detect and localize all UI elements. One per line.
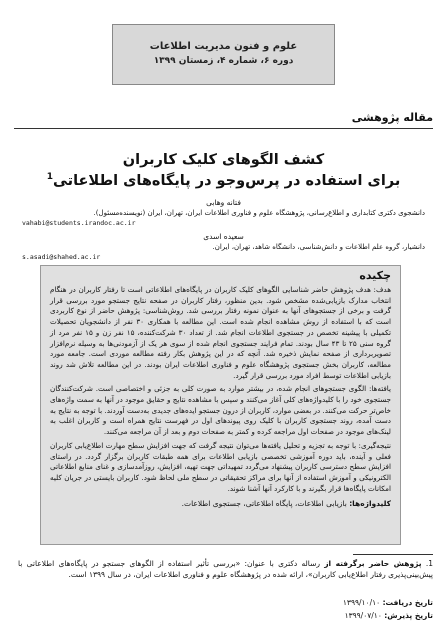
author-1 — [22, 198, 425, 228]
author-name: سعیده اسدی — [203, 232, 244, 241]
journal-header-box — [112, 24, 335, 85]
dates-block — [40, 596, 433, 622]
abstract-heading: چکیده — [359, 269, 391, 282]
accepted-label: تاریخ پذیرش: — [384, 611, 433, 620]
keywords-text: بازیابی اطلاعات، پایگاه اطلاعاتی، جستجوی اطلاعات. — [181, 499, 347, 509]
abstract-paragraph: یافته‌ها: الگوی جستجوهای انجام شده، در بیشتر موارد به صورت کلی به جزئی و اختصاصی است. شرکت‌کنندگان جستجوی خود را با کلیدواژه‌های کلی آغاز می‌کنند و سپس با مشاهده نتایج و حقایق موجود در آنها به سمت واژه‌های خاص‌تر حرکت می‌کنند. در بعضی موارد، کاربران از درون جستجو ایده‌های جدیدی به‌دست آوردند. با توجه به نتایج به دست آمده، روند جستجوی کاربران با کلیک روی پیوندهای اول در فهرست نتایج همراه است و کاربران اغلب به لینک‌های موجود در صفحات اول مراجعه کرده و کمتر به صفحات دوم و بعد از آن مراجعه می‌کنند. — [50, 384, 391, 437]
footnote-mark: 1 — [428, 559, 433, 568]
author-name: فتانه وهابی — [206, 198, 241, 207]
paper-title-line2 — [20, 172, 427, 189]
paper-title-line1: کشف الگوهای کلیک کاربران — [122, 152, 325, 168]
abstract-paragraph: هدف: هدف پژوهش حاضر شناسایی الگوهای کلیک کاربران در پایگاه‌های اطلاعاتی است تا رفتار کاربران در هنگام انتخاب مدارک بازیابی‌شده مشخص شود. بدین منظور، رفتار کاربران در صفحه نتایج جستجو مورد بررسی قرار گرفت و برخی از جستجوهای آنها به عنوان نمونه رفتار بررسی شد. روش‌شناسی: پژوهش حاضر از نوع کاربردی است که با استفاده از روش مشاهده انجام شده است. این مطالعه با همکاری ۳۰ نفر از دانشجویان تحصیلات تکمیلی با پیشینه تخصص در جستجوی اطلاعات انجام شد. از تعداد ۳۰ شرکت‌کننده، ۱۵ نفر زن و ۱۵ نفر مرد از گروه سنی ۲۵ تا ۴۳ سال بودند. تمام فرایند جستجوی انجام شده از سوی هر یک از آزمودنی‌ها به وسیله نرم‌افزار تصویربرداری از صفحه نمایش ذخیره شد. آنچه که در این پژوهش بکار رفته مطالعه موردی است. جامعه مورد مطالعه، کاربران بخش جستجوی پژوهشگاه علوم و فناوری اطلاعات ایران بودند. در این مطالعه تلاش شد روند بازیابی اطلاعات توسط افراد مورد بررسی قرار گیرد. — [50, 285, 392, 380]
received-label: تاریخ دریافت: — [382, 598, 433, 607]
accepted-value: ۱۳۹۹/۰۷/۱۰ — [344, 611, 382, 620]
footnote-text: رساله دکتری با عنوان: «بررسی تأثیر استفاده از الگوهای جستجو در پایگاه‌های اطلاعاتی با پیش‌بینی‌پذیری رفتار اطلاع‌یابی کاربران»، ارائه شده در پژوهشگاه علوم و فناوری اطلاعات ایران، در سال ۱۳۹۹ است. — [18, 559, 433, 579]
author-email: s.asadi@shahed.ac.ir — [22, 253, 101, 261]
author-affiliation: دانشجوی دکتری کتابداری و اطلاع‌رسانی، پژوهشگاه علوم و فناوری اطلاعات ایران، تهران، ایران (نویسنده‌مسئول). — [93, 209, 425, 217]
footnote-lead: پژوهش حاضر برگرفته از — [324, 559, 422, 568]
keywords-label: کلیدواژه‌ها: — [349, 499, 391, 509]
received-date — [40, 596, 433, 609]
accepted-date — [40, 609, 433, 622]
journal-name: علوم و فنون مدیریت اطلاعات — [149, 41, 298, 52]
section-label: مقاله پژوهشی — [351, 111, 433, 124]
section-divider — [14, 128, 433, 129]
author-affiliation: دانشیار، گروه علم اطلاعات و دانش‌شناسی، دانشگاه شاهد، تهران، ایران. — [212, 243, 425, 251]
keywords-line — [50, 498, 391, 509]
abstract-box — [40, 265, 401, 545]
journal-issue: دوره ۶، شماره ۴، زمستان ۱۳۹۹ — [153, 56, 294, 66]
paper-title-line2-text: برای استفاده در پرس‌وجو در پایگاه‌های اطلاعاتی — [52, 172, 401, 189]
title-footnote-mark: 1 — [46, 172, 53, 182]
author-2 — [22, 232, 425, 262]
footnote-divider — [353, 554, 433, 555]
abstract-paragraph: نتیجه‌گیری: با توجه به تجزیه و تحلیل یافته‌ها می‌توان نتیجه گرفت که جهت افزایش سطح مهارت اطلاع‌یابی کاربران فعلی و آینده، باید دوره آموزشی تخصصی بازیابی اطلاعات برای همه طبقات کاربران برگزار گردد. در راستای افزایش سطح دسترسی کاربران پیشنهاد می‌گردد تمهیداتی جهت تهیه، افزایش، روزآمدسازی و غنای منابع اطلاعاتی الکترونیکی و آموزش استفاده از آنها برای مراکز تحقیقاتی در سطح ملی لحاظ شود. کاربران بایستی در جریان کلیه امکانات پایگاه‌ها قرار بگیرند و با کارکرد آنها آشنا شوند. — [50, 440, 391, 493]
author-email: vahabi@students.irandoc.ac.ir — [22, 219, 136, 227]
footnote: 1. پژوهش حاضر برگرفته از رساله دکتری با عنوان: «بررسی تأثیر استفاده از الگوهای جستجو در پایگاه‌های اطلاعاتی با پیش‌بینی‌پذیری رفتار اطلاع‌یابی کاربران»، ارائه شده در پژوهشگاه علوم و فناوری اطلاعات ایران، در سال ۱۳۹۹ است. — [18, 559, 433, 579]
received-value: ۱۳۹۹/۱۰/۱۰ — [342, 598, 381, 607]
